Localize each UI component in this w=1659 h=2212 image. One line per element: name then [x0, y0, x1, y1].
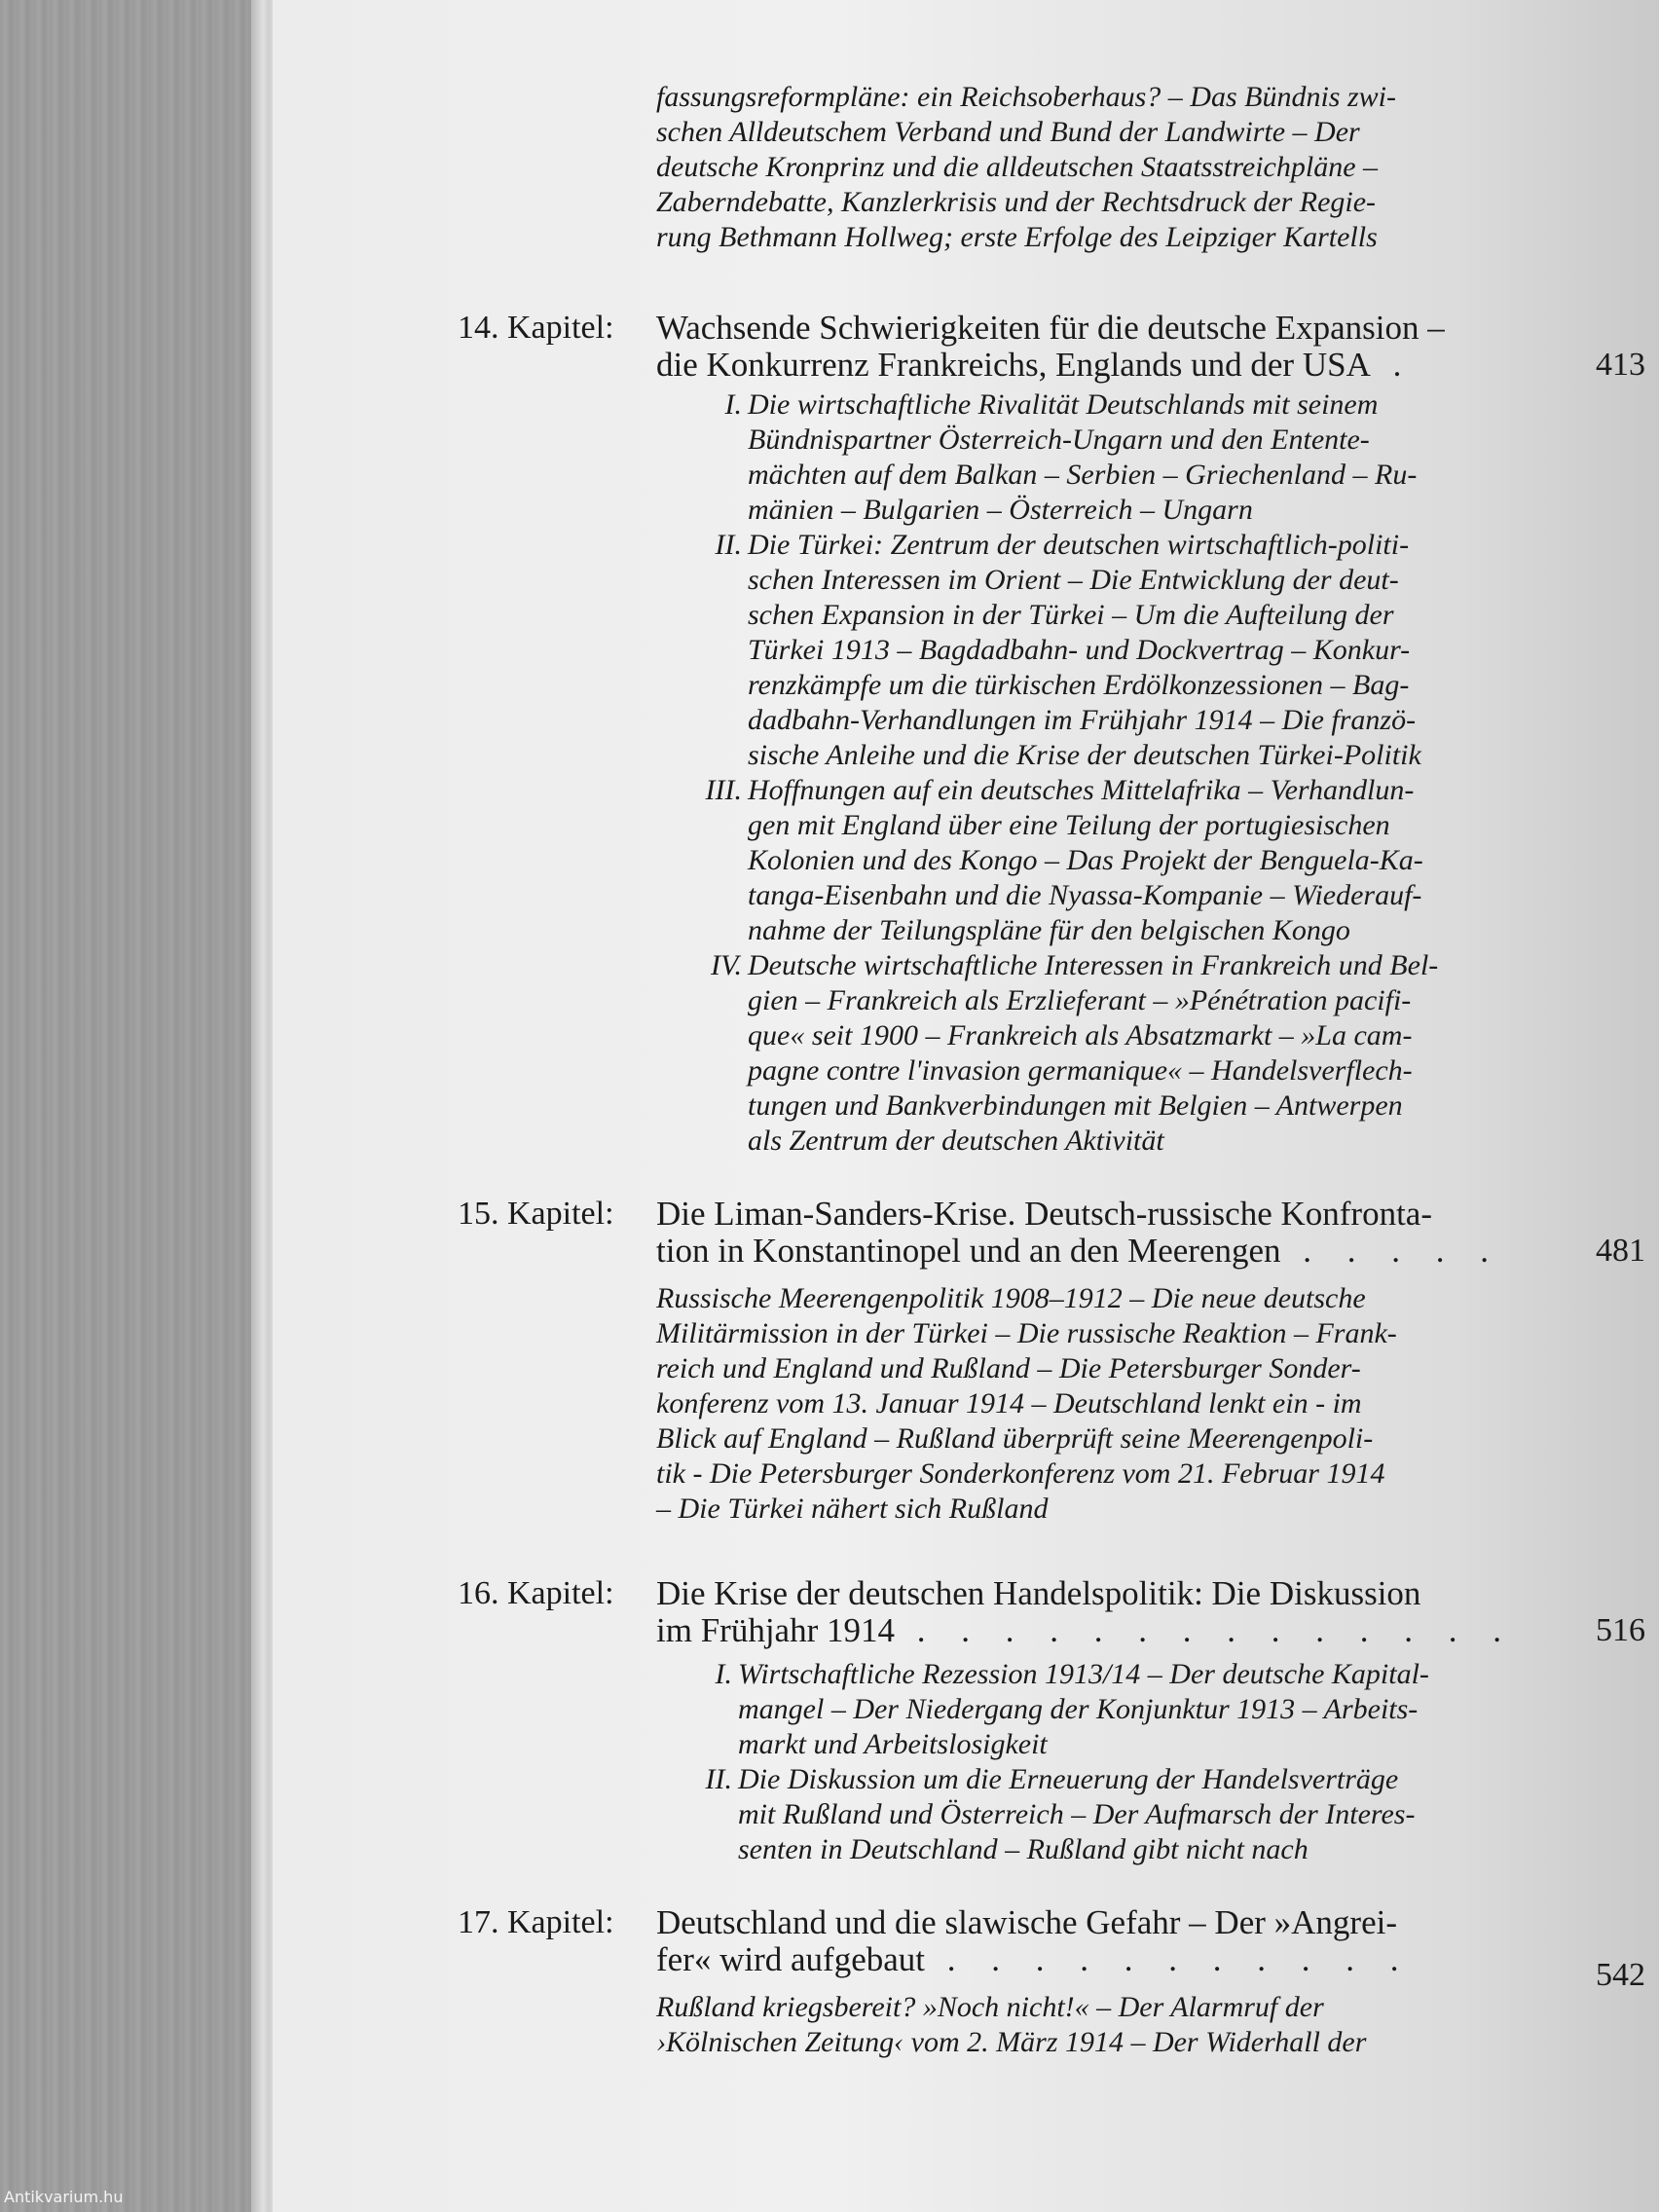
title-line: Deutschland und die slawische Gefahr – Der »Angrei-	[656, 1903, 1397, 1941]
chapter-label: 16. Kapitel:	[458, 1575, 614, 1611]
chapter-title	[656, 1904, 1659, 1978]
text-line: Russische Meerengenpolitik 1908–1912 – Die neue deutsche	[656, 1282, 1366, 1314]
text-line: mächten auf dem Balkan – Serbien – Griechenland – Ru-	[748, 459, 1418, 491]
leader-dots: . . . . . . . . . . .	[924, 1940, 1413, 1978]
section	[689, 387, 1659, 528]
table-of-contents	[273, 0, 1659, 2212]
chapter-label: 14. Kapitel:	[458, 310, 614, 346]
text-line: Die wirtschaftliche Rivalität Deutschlands mit seinem	[748, 388, 1379, 421]
chapter-label: 15. Kapitel:	[458, 1196, 614, 1232]
text-line: Bündnispartner Österreich-Ungarn und den Entente-	[748, 424, 1370, 456]
text-line: renzkämpfe um die türkischen Erdölkonzessionen – Bag-	[748, 669, 1410, 701]
leader-dots: .	[1370, 346, 1416, 384]
text-line: markt und Arbeitslosigkeit	[738, 1728, 1048, 1760]
section	[689, 948, 1659, 1159]
background-left	[0, 0, 265, 2212]
section	[680, 1657, 1659, 1762]
text-line: Militärmission in der Türkei – Die russische Reaktion – Frank-	[656, 1317, 1397, 1349]
text-line: sische Anleihe und die Krise der deutschen Türkei-Politik	[748, 739, 1421, 771]
section-number: I.	[724, 388, 742, 421]
title-line: Wachsende Schwierigkeiten für die deutsche Expansion –	[656, 309, 1445, 347]
text-line: Hoffnungen auf ein deutsches Mittelafrika – Verhandlun-	[748, 774, 1415, 806]
leader-dots: . . . . .	[1280, 1232, 1503, 1270]
text-line: Rußland kriegsbereit? »Noch nicht!« – Der Alarmruf der	[656, 1991, 1324, 2023]
chapter-title	[656, 1196, 1659, 1270]
text-line: reich und England und Rußland – Die Petersburger Sonder-	[656, 1352, 1361, 1384]
section	[689, 528, 1659, 773]
continuation-text	[656, 80, 1659, 255]
text-line: Die Türkei: Zentrum der deutschen wirtschaftlich-politi-	[748, 529, 1410, 561]
text-line: pagne contre l'invasion germanique« – Handelsverflech-	[748, 1054, 1413, 1087]
text-line: tik - Die Petersburger Sonderkonferenz vom 21. Februar 1914	[656, 1457, 1385, 1490]
section-number: IV.	[711, 949, 742, 981]
text-line: senten in Deutschland – Rußland gibt nicht nach	[738, 1833, 1309, 1865]
title-line: tion in Konstantinopel und an den Meerengen . . . . .	[656, 1232, 1503, 1270]
text-line: nahme der Teilungspläne für den belgischen Kongo	[748, 914, 1350, 946]
watermark-text: Antikvarium.hu	[4, 2188, 124, 2206]
text-line: que« seit 1900 – Frankreich als Absatzmarkt – »La cam-	[748, 1019, 1413, 1051]
text-line: mangel – Der Niedergang der Konjunktur 1913 – Arbeits-	[738, 1693, 1419, 1725]
section	[680, 1762, 1659, 1867]
title-line: die Konkurrenz Frankreichs, Englands und der USA .	[656, 346, 1416, 384]
page-number: 481	[1596, 1233, 1645, 1269]
text-line: Kolonien und des Kongo – Das Projekt der Benguela-Ka-	[748, 844, 1423, 876]
leader-dots: . . . . . . . . . . . . . .	[894, 1611, 1515, 1649]
text-line: dadbahn-Verhandlungen im Frühjahr 1914 – Die franzö-	[748, 704, 1417, 736]
page-number: 542	[1596, 1957, 1645, 1993]
text-line: mänien – Bulgarien – Österreich – Ungarn	[748, 494, 1253, 526]
section-number: II.	[705, 1763, 732, 1795]
text-line: Zaberndebatte, Kanzlerkrisis und der Rechtsdruck der Regie-	[656, 186, 1377, 218]
title-line: Die Krise der deutschen Handelspolitik: Die Diskussion	[656, 1574, 1421, 1612]
chapter-sections	[656, 387, 1659, 1159]
text-line: rung Bethmann Hollweg; erste Erfolge des Leipziger Kartells	[656, 221, 1378, 253]
chapter-label: 17. Kapitel:	[458, 1904, 614, 1940]
text-line: Blick auf England – Rußland überprüft seine Meerengenpoli-	[656, 1422, 1374, 1455]
title-line: fer« wird aufgebaut . . . . . . . . . . .	[656, 1940, 1413, 1978]
text-line: deutsche Kronprinz und die alldeutschen Staatsstreichpläne –	[656, 151, 1379, 183]
text-line: Die Diskussion um die Erneuerung der Handelsverträge	[738, 1763, 1399, 1795]
section-number: II.	[715, 529, 742, 561]
text-line: fassungsreformpläne: ein Reichsoberhaus? – Das Bündnis zwi-	[656, 81, 1396, 113]
title-line: Die Liman-Sanders-Krise. Deutsch-russische Konfronta-	[656, 1195, 1432, 1233]
chapter-sections	[656, 1657, 1659, 1867]
text-line: schen Expansion in der Türkei – Um die Aufteilung der	[748, 599, 1394, 631]
text-line: – Die Türkei nähert sich Rußland	[656, 1493, 1049, 1525]
chapter-title	[656, 310, 1659, 384]
text-line: mit Rußland und Österreich – Der Aufmarsch der Interes-	[738, 1798, 1416, 1830]
text-line: Wirtschaftliche Rezession 1913/14 – Der deutsche Kapital-	[738, 1658, 1429, 1690]
chapter-description	[656, 1990, 1659, 2060]
text-line: gien – Frankreich als Erzlieferant – »Pénétration pacifi-	[748, 984, 1412, 1016]
text-line: Türkei 1913 – Bagdadbahn- und Dockvertrag – Konkur-	[748, 634, 1411, 666]
text-line: schen Alldeutschem Verband und Bund der Landwirte – Der	[656, 116, 1360, 148]
text-line: als Zentrum der deutschen Aktivität	[748, 1124, 1164, 1157]
chapter-description	[656, 1281, 1659, 1527]
text-line: tungen und Bankverbindungen mit Belgien – Antwerpen	[748, 1089, 1403, 1122]
title-line: im Frühjahr 1914 . . . . . . . . . . . . . .	[656, 1611, 1515, 1649]
page-number: 413	[1596, 347, 1645, 383]
text-line: tanga-Eisenbahn und die Nyassa-Kompanie – Wiederauf-	[748, 879, 1422, 911]
book-page	[273, 0, 1659, 2212]
section	[689, 773, 1659, 948]
text-line: konferenz vom 13. Januar 1914 – Deutschland lenkt ein - im	[656, 1387, 1362, 1419]
section-number: I.	[715, 1658, 732, 1690]
section-number: III.	[705, 774, 742, 806]
page-number: 516	[1596, 1612, 1645, 1648]
text-line: ›Kölnischen Zeitung‹ vom 2. März 1914 – Der Widerhall der	[656, 2026, 1367, 2058]
text-line: Deutsche wirtschaftliche Interessen in Frankreich und Bel-	[748, 949, 1439, 981]
chapter-title	[656, 1575, 1659, 1649]
text-line: gen mit England über eine Teilung der portugiesischen	[748, 809, 1390, 841]
text-line: schen Interessen im Orient – Die Entwicklung der deut-	[748, 564, 1399, 596]
